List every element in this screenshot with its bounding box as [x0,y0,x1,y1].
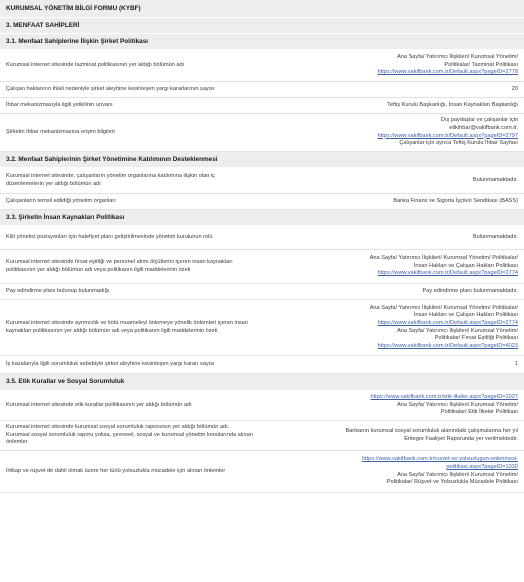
row-value [261,86,518,94]
subsection-title: 3.5. Etik Kurallar ve Sosyal Sorumluluk [0,374,524,391]
value-line: Politikalar/ Rüşvet ve Yolsuzlukla Mücadele Politikası [386,479,518,486]
row-label: Kurumsal internet sitesinde tazminat politikasının yer aldığı bölümün adı [6,61,185,68]
value-link[interactable]: https://www.vakifbank.com.tr/Default.aspx?pageID=2797 [377,132,518,139]
row-label: Kilit yönetici pozisyonları için halefiyet planı geliştirilmesinde yönetim kurulunun rolü [6,233,213,240]
row-value [261,305,518,351]
table-row [0,226,524,250]
table-row [0,194,524,210]
row-label: Kurumsal internet sitesinde fırsat eşitliği ve personel alımı ölçütlerini içeren insan kaynakları politikasının yer aldığı bölümün adı veya politikanın ilgili maddelerinin özeti [6,258,233,273]
value-line: Ana Sayfa/ Yatırımcı İlişkileri/ Kurumsal Yönetim/ [397,401,518,408]
row-value [261,117,518,147]
value-link[interactable]: https://www.vakifbank.com.tr/rusvet-ve-yolsuzlugun-onlenmesi- [361,456,518,463]
table-row [0,250,524,284]
row-label: Kurumsal internet sitesinde etik kurallar politikasının yer aldığı bölümün adı [6,401,192,408]
value-line: Ana Sayfa/ Yatırımcı İlişkileri/ Kurumsal Yönetim/ [397,471,518,478]
value-line: etikihbar@vakifbank.com.tr, [449,124,518,131]
value-line: Bulunmamaktadır. [472,176,518,183]
row-value [261,456,518,486]
value-link[interactable]: https://www.vakifbank.com.tr/Default.aspx?pageID=2778 [377,69,518,76]
table-row [0,300,524,356]
row-label: İrtikap ve rüşvet de dahil olmak üzere her türlü yolsuzlukla mücadele için alınan önlemler [6,467,226,474]
subsection-title: 3.3. Şirketin İnsan Kaynakları Politikası [0,210,524,226]
table-row [0,168,524,194]
subsection-title: 3.1. Menfaat Sahiplerine İlişkin Şirket Politikası [0,34,524,50]
value-line: Politikalar/ Tazminat Politikası [444,61,518,68]
row-value [261,428,518,443]
row-value [261,234,518,242]
value-line: Ana Sayfa/ Yatırımcı İlişkileri/ Kurumsal Yönetim/ Politikalar/ [369,255,518,262]
row-label: Çalışan haklarının ihlali nedeniyle şirket aleyhine kesinleşen yargı kararlarının sayısı [6,85,215,92]
row-label: Çalışanların temsil edildiği yönetim organları [6,197,116,204]
value-line: Dış paydaşlar ve çalışanlar için [440,117,518,124]
row-value [261,102,518,110]
row-label: Kurumsal internet sitesinde kurumsal sosyal sorumluluk raporunun yer aldığı bölümün adı. Kurumsal sosyal sorumluluk raporu yoksa, çevresel, sosyal ve kurumsal yönetim konularında alınan önlemler [6,424,253,446]
value-line: Politikalar/ Fırsat Eşitliği Politikası [434,335,518,342]
subsection-title: 3.2. Menfaat Sahiplerinin Şirket Yönetimine Katılımının Desteklenmesi [0,152,524,168]
value-line: Ana Sayfa/ Yatırımcı İlişkileri/ Kurumsal Yönetim/ [397,327,518,334]
row-label: İş kazalarıyla ilgili sorumluluk sebebiyle şirket aleyhine kesinleşen yargı kararı sayısı [6,360,215,367]
section-title: 3. MENFAAT SAHİPLERİ [0,18,524,34]
table-row [0,82,524,98]
row-value [261,198,518,206]
table-row [0,114,524,152]
row-value [261,255,518,278]
table-row [0,356,524,374]
value-link[interactable]: politikasi.aspx?pageID=1030 [446,463,518,470]
row-label: Şirketin ihbar mekanizmasına erişim bilgileri [6,128,115,135]
value-line: Banka Finans ve Sigorta İşçileri Sendikası (BASS) [393,197,518,204]
table-row [0,284,524,300]
value-line: Bankanın kurumsal sosyal sorumluluk alanındaki çalışmalarına her yıl [345,427,518,434]
table-row [0,421,524,451]
value-link[interactable]: https://www.vakifbank.com.tr/Default.aspx?pageID=2774 [377,319,518,326]
value-line: Ana Sayfa/ Yatırımcı İlişkileri/ Kurumsal Yönetim/ Politikalar/ [369,304,518,311]
value-line: Teftiş Kurulu Başkanlığı, İnsan Kaynakları Başkanlığı [387,101,518,108]
value-line: Ana Sayfa/ Yatırımcı İlişkileri/ Kurumsal Yönetim/ [397,54,518,61]
table-row [0,391,524,421]
table-row [0,98,524,114]
value-line: 1 [514,360,518,367]
table-row [0,451,524,493]
table-row [0,50,524,82]
row-value [261,394,518,417]
value-link[interactable]: https://www.vakifbank.com.tr/Default.aspx?pageID=4023 [377,342,518,349]
value-line: Entegre Faaliyet Raporunda yer verilmektedir. [404,435,518,442]
value-line: İnsan Hakları ve Çalışan Hakları Politikası [413,262,518,269]
value-line: Çalışanlar için ayrıca Teftiş Kurulu İhbar Sayfası [399,140,518,147]
row-label: Kurumsal internet sitesinde, çalışanların yönetim organlarına katılımına ilişkin olan iç düzenlemelerin yer aldığı bölümün adı [6,172,215,187]
row-label: İhbar mekanizmasıyla ilgili yetkilinin unvanı [6,101,113,108]
value-line: İnsan Hakları ve Çalışan Hakları Politikası [413,312,518,319]
value-line: Pay edindirme planı bulunmamaktadır. [422,287,518,294]
value-line: Politikalar/ Etik İlkeler Politikası [440,409,518,416]
row-label: Kurumsal internet sitesinde ayrımcılık ve kötü muameleyi önlemeye yönelik önlemleri içeren insan kaynakları politikasının yer aldığı bölümün adı veya politikanın ilgili maddelerinin özeti [6,319,248,334]
row-value [261,54,518,77]
value-link[interactable]: https://www.vakifbank.com.tr/etik-ilkeler.aspx?pageID=1027 [370,394,518,401]
value-line: 20 [511,85,518,92]
form-title: KURUMSAL YÖNETİM BİLGİ FORMU (KYBF) [0,0,524,18]
value-link[interactable]: https://www.vakifbank.com.tr/Default.aspx?pageID=2774 [377,270,518,277]
row-value [261,288,518,296]
row-value [261,361,518,369]
value-line: Bulunmamaktadır. [472,233,518,240]
row-label: Pay edindirme planı bulunup bulunmadığı [6,287,110,294]
row-value [261,177,518,185]
